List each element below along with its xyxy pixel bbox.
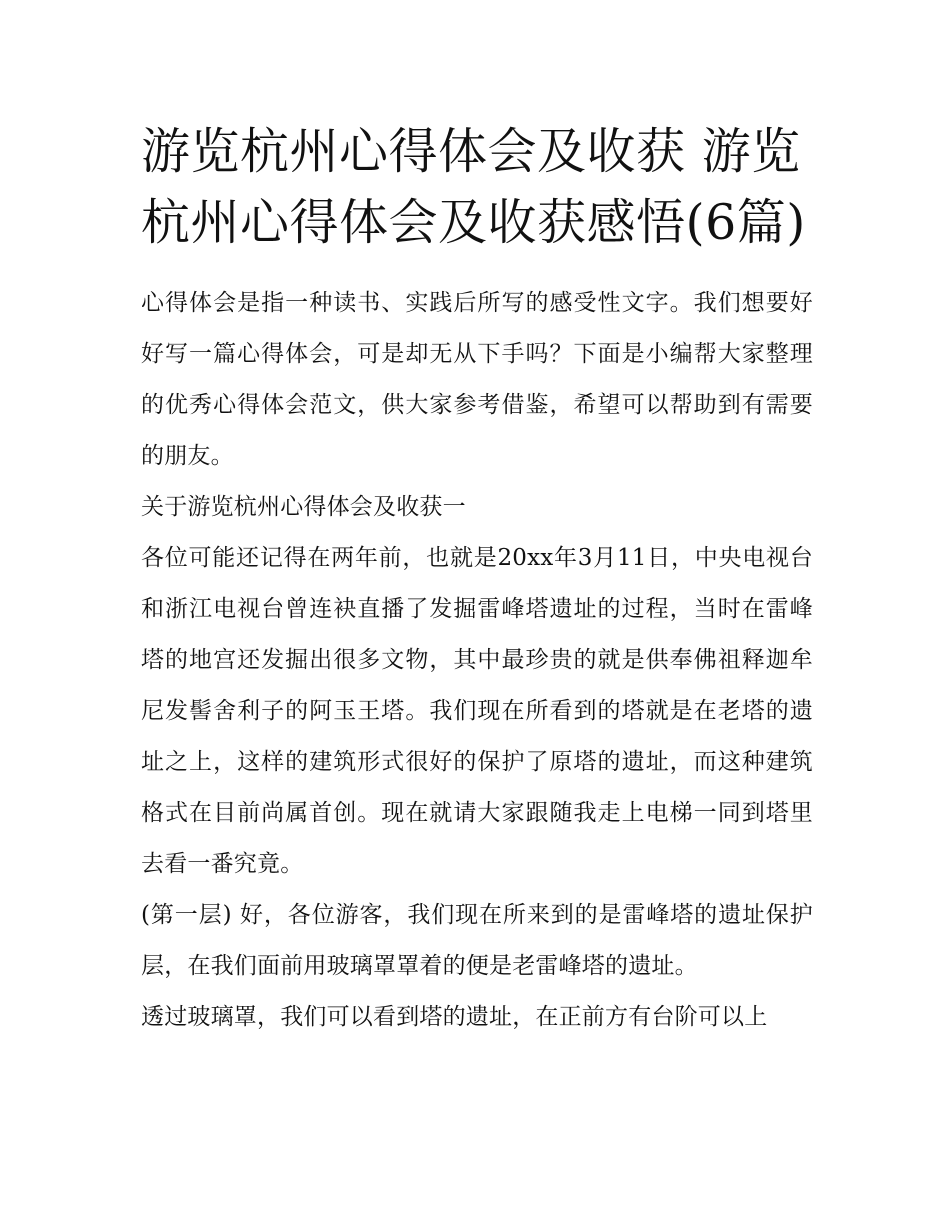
body-paragraph: (第一层) 好，各位游客，我们现在所来到的是雷峰塔的遗址保护层，在我们面前用玻璃罩罩着的便是老雷峰塔的遗址。 [141,902,813,979]
body-paragraph: 透过玻璃罩，我们可以看到塔的遗址，在正前方有台阶可以上 [141,1004,768,1030]
intro-paragraph: 心得体会是指一种读书、实践后所写的感受性文字。我们想要好好写一篇心得体会，可是却无从下手吗？下面是小编帮大家整理的优秀心得体会范文，供大家参考借鉴，希望可以帮助到有需要的朋友。 [141,290,813,469]
body-paragraph: 各位可能还记得在两年前，也就是20xx年3月11日，中央电视台和浙江电视台曾连袂直播了发掘雷峰塔遗址的过程，当时在雷峰塔的地宫还发掘出很多文物，其中最珍贵的就是供奉佛祖释迦牟尼发髻舍利子的阿玉王塔。我们现在所看到的塔就是在老塔的遗址之上，这样的建筑形式很好的保护了原塔的遗址，而这种建筑格式在目前尚属首创。现在就请大家跟随我走上电梯一同到塔里去看一番究竟。 [141,545,813,877]
document-title: 游览杭州心得体会及收获 游览杭州心得体会及收获感悟(6篇) [141,123,806,251]
document-body [141,116,813,1043]
section-heading: 关于游览杭州心得体会及收获一 [141,494,466,520]
